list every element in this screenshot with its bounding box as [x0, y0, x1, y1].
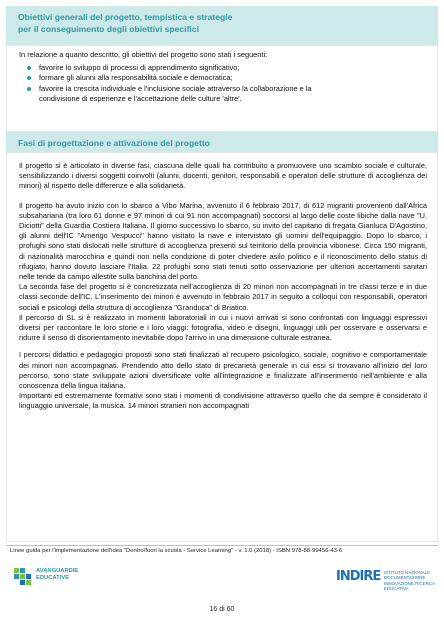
bullet-icon: [27, 76, 31, 80]
section-title-objectives: [6, 6, 438, 45]
list-item-continuation: condivisione di esperienze e l'accettazione delle culture 'altre'.: [39, 94, 242, 103]
objectives-box: [6, 45, 438, 132]
list-item: formare gli alunni alla responsabilità sociale e democratica;: [25, 73, 427, 84]
objectives-intro: In relazione a quanto descritto, gli obiettivi del progetto sono stati i seguenti:: [19, 50, 268, 59]
paragraph: I percorsi didattici e pedagogici proposti sono stati finalizzati al recupero psicologico, sociale, cognitivo e comportamentale dei minori non accompagnati. Prendendo atto dello stato di precarietà generale in cui essi si trovavano all'inizio del loro percorso, sono state sviluppate azioni diversificate volte all'integrazione e finalizzate all'inserimento nell'ambiente e alla conoscenza della lingua italiana.: [19, 350, 427, 391]
avanguardie-logo: [12, 566, 34, 597]
avanguardie-logo-text: AVANGUARDIE EDUCATIVE: [36, 568, 79, 581]
indire-logo-text: INDIRE: [336, 569, 381, 584]
page-number: 16 di 60: [209, 606, 235, 613]
bullet-icon: [27, 66, 31, 70]
footer-citation: Linee guida per l'implementazione dell'idea "Dentro/fuori la scuola - Service Learning" - v. 1.0 (2018) - ISBN 978-88-99456-43-6: [10, 548, 343, 554]
list-item: favorire lo sviluppo di processi di apprendimento significativo;: [25, 63, 427, 74]
section-title-phases: Fasi di progettazione e attivazione del progetto: [6, 132, 438, 152]
paragraph: Il progetto ha avuto inizio con lo sbarco a Vibo Marina, avvenuto il 6 febbraio 2017, di 612 migranti provenienti dall'Africa subsahariana (tra loro 61 donne e 97 minori di cui 91 non accompagnati) soccorsi al largo delle coste libiche dalla nave "U. Diciotti" della Guardia Costiera Italiana. Il giorno successivo lo sbarco, su invito del capitano di fregata Gianluca D'Agostino, gli alunni dell'IC "Amerigo Vespucci" hanno visitato la nave e intervistato gli uomini dell'equipaggio. Dopo lo sbarco, i profughi sono stati dislocati nelle strutture di accoglienza presenti sul territorio della provincia vibonese. Circa 150 migranti, di nazionalità marocchina e quindi non nella condizione di poter chiedere asilo politico e il riconoscimento dello status di rifugiato, hanno dovuto lasciare l'Italia. 22 profughi sono stati tenuti sotto osservazione per ulteriori accertamenti sanitari nelle tende da campo allestite sulla banchina del porto.: [19, 200, 427, 282]
section-title-line1: Obiettivi generali del progetto, tempistica e strategie: [18, 12, 233, 22]
paragraph: Importanti ed estremamente formativi sono stati i momenti di condivisione attraverso quello che da sempre è considerato il linguaggio universale, la musica. 14 minori stranieri non accompagnati: [19, 391, 427, 411]
paragraph: Il percorso di SL si è realizzato in momenti laboratoriali in cui i nuovi arrivati si sono confrontati con linguaggi espressivi diversi per raccontare le loro storie e i loro viaggi: fotografia, video e disegni, linguaggi utili per osservare e osservarsi e ridurre il senso di disorientamento inevitabile dopo l'arrivo in una dimensione culturale estranea.: [19, 312, 427, 343]
footer-divider: [6, 545, 438, 546]
phases-box: [6, 152, 438, 542]
list-item: favorire la crescita individuale e l'inclusione sociale attraverso la collaborazione e la: [25, 84, 427, 95]
paragraph: Il progetto si è articolato in diverse fasi, ciascuna delle quali ha contribuito a promuovere uno scambio sociale e culturale, sensibilizzando i diversi soggetti coinvolti (alunni, docenti, genitori, responsabili e operatori delle strutture di accoglienza dei minori) al rispetto delle differenze e alla solidarietà.: [19, 161, 427, 191]
avanguardie-logo-icon: [12, 566, 34, 592]
section-title-line2: per il conseguimento degli obiettivi specifici: [18, 24, 199, 34]
objectives-list: [19, 63, 427, 105]
paragraph: La seconda fase del progetto si è concretizzata nell'accoglienza di 20 minori non accompagnati in tre classi terze e in due classi seconde dell'IC. L'inserimento dei minori è avvenuto in febbraio 2017 in seguito a colloqui con responsabili, operatori sociali e psicologi della struttura di accoglienza "Granduca" di Briatico.: [19, 282, 427, 312]
indire-logo-subtitle: ISTITUTO NAZIONALE DOCUMENTAZIONE INNOVAZIONE RICERCA EDUCATIVA: [384, 570, 435, 591]
bullet-icon: [27, 87, 31, 91]
